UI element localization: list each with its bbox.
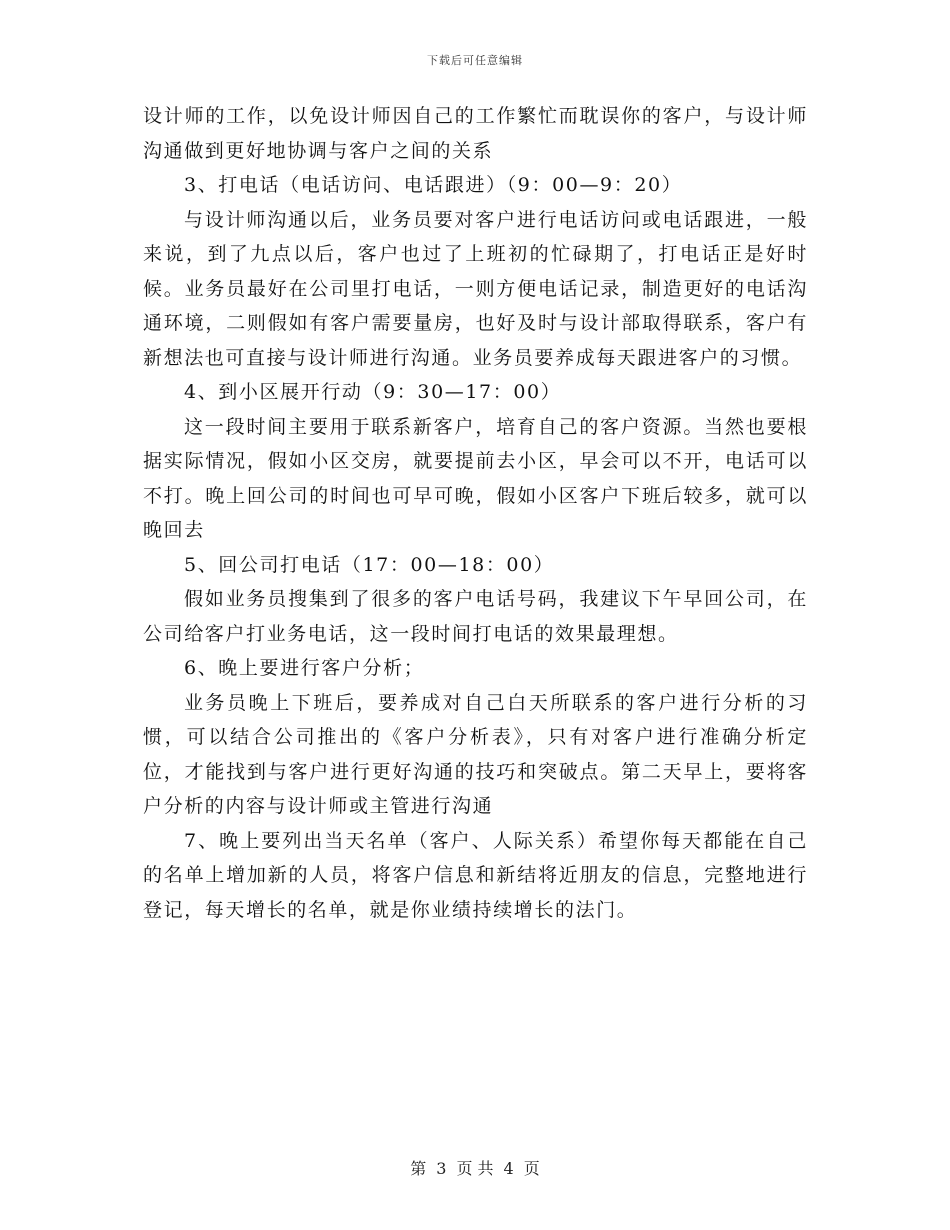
page-footer: [0, 1156, 950, 1179]
paragraph-4: 假如业务员搜集到了很多的客户电话号码，我建议下午早回公司，在公司给客户打业务电话，这一段时间打电话的效果最理想。: [143, 588, 808, 645]
paragraph-3: 这一段时间主要用于联系新客户，培育自己的客户资源。当然也要根据实际情况，假如小区交房，就要提前去小区，早会可以不开，电话可以不打。晚上回公司的时间也可早可晚，假如小区客户下班后较多，就可以晚回去: [143, 415, 808, 541]
paragraph-1: 设计师的工作，以免设计师因自己的工作繁忙而耽误你的客户，与设计师沟通做到更好地协调与客户之间的关系: [143, 105, 808, 162]
footer-middle: 页 共: [456, 1159, 494, 1178]
footer-prefix: 第: [410, 1159, 427, 1178]
paragraph-heading-4: 4、到小区展开行动（9：30—17：00）: [184, 381, 562, 403]
paragraph-7: 7、晚上要列出当天名单（客户、人际关系）希望你每天都能在自己的名单上增加新的人员，将客户信息和新结将近朋友的信息，完整地进行登记，每天增长的名单，就是你业绩持续增长的法门。: [143, 829, 808, 921]
paragraph-heading-3: 3、打电话（电话访问、电话跟进）（9：00—9：20）: [184, 174, 683, 196]
document-body: [143, 99, 808, 927]
paragraph-5: 业务员晚上下班后，要养成对自己白天所联系的客户进行分析的习惯，可以结合公司推出的《客户分析表》，只有对客户进行准确分析定位，才能找到与客户进行更好沟通的技巧和突破点。第二天早上，要将客户分析的内容与设计师或主管进行沟通: [143, 691, 808, 817]
footer-total-pages: 4: [503, 1159, 514, 1178]
page-header: 下载后可任意编辑: [427, 54, 523, 67]
paragraph-heading-6: 6、晚上要进行客户分析；: [184, 657, 425, 679]
paragraph-2: 与设计师沟通以后，业务员要对客户进行电话访问或电话跟进，一般来说，到了九点以后，客户也过了上班初的忙碌期了，打电话正是好时候。业务员最好在公司里打电话，一则方便电话记录，制造更好的电话沟通环境，二则假如有客户需要量房，也好及时与设计部取得联系，客户有新想法也可直接与设计师进行沟通。业务员要养成每天跟进客户的习惯。: [143, 208, 808, 369]
footer-current-page: 3: [436, 1159, 447, 1178]
footer-suffix: 页: [523, 1159, 540, 1178]
paragraph-heading-5: 5、回公司打电话（17：00—18：00）: [184, 553, 555, 576]
